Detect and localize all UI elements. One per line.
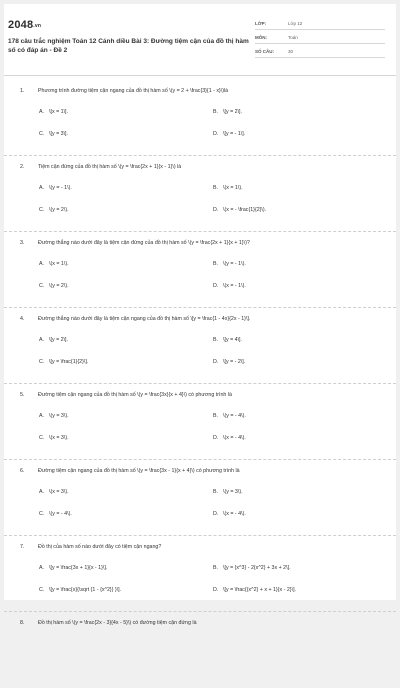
question-text: Đường tiệm cận ngang của đồ thị hàm số \(y = \frac{3x}{x + 4}\) có phương trình là xyxy=(38,392,232,398)
option-d[interactable] xyxy=(213,283,246,289)
option-label: A. xyxy=(39,109,45,115)
question-text: Đường thẳng nào dưới đây là tiệm cận ngang của đồ thị hàm số \[y = \frac{1 - 4x}{2x - 1}\]. xyxy=(38,316,251,322)
option-b[interactable] xyxy=(213,337,242,343)
option-label: D. xyxy=(213,283,219,289)
header-divider xyxy=(4,75,396,76)
option-label: C. xyxy=(39,207,45,213)
option-text: \[y = - 1\]. xyxy=(223,131,246,137)
option-d[interactable] xyxy=(213,359,245,365)
document-meta xyxy=(255,18,385,60)
question-text: Đồ thị hàm số \(y = \frac{2x - 3}{4x - 5}\) có đường tiệm cận đứng là xyxy=(38,620,197,626)
question-list xyxy=(4,80,396,688)
option-label: C. xyxy=(39,283,45,289)
option-label: D. xyxy=(213,359,219,365)
option-a[interactable] xyxy=(39,109,68,115)
question-number: 2. xyxy=(20,164,25,170)
question-item xyxy=(4,536,396,612)
option-a[interactable] xyxy=(39,565,107,571)
option-label: D. xyxy=(213,511,219,517)
question-item xyxy=(4,460,396,536)
option-d[interactable] xyxy=(213,511,246,517)
option-text: \[y = \frac{{x^2} + x + 1}{x - 2}\]. xyxy=(223,587,297,593)
option-text: \[y = 4\]. xyxy=(223,337,242,343)
option-text: \(y = - 4\). xyxy=(49,511,72,517)
document-page xyxy=(4,4,396,626)
option-text: \(x = - 4\). xyxy=(223,511,246,517)
option-a[interactable] xyxy=(39,261,69,267)
option-text: \(y = - 4\). xyxy=(223,413,246,419)
option-text: \(y = 3\). xyxy=(223,489,243,495)
option-text: \(y = 2\). xyxy=(49,283,69,289)
option-text: \[y = \frac{3x + 1}{x - 1}\]. xyxy=(49,565,108,571)
meta-key: SỐ CÂU: xyxy=(255,49,274,54)
option-a[interactable] xyxy=(39,489,69,495)
logo-suffix: .vn xyxy=(33,23,42,29)
question-text: Đường thẳng nào dưới đây là tiệm cận đứng của đồ thị hàm số \(y = \frac{2x + 1}{x + 1}\)? xyxy=(38,240,250,246)
option-text: \(x = - 4\). xyxy=(223,435,246,441)
option-label: D. xyxy=(213,435,219,441)
option-c[interactable] xyxy=(39,435,69,441)
option-label: B. xyxy=(213,565,219,571)
question-text: Tiệm cận đứng của đồ thị hàm số \(y = \frac{2x + 1}{x - 1}\) là xyxy=(38,164,182,170)
option-c[interactable] xyxy=(39,359,88,365)
question-item xyxy=(4,308,396,384)
document-header xyxy=(4,4,396,64)
option-text: \[y = 2\]. xyxy=(49,337,68,343)
question-item xyxy=(4,232,396,308)
option-label: D. xyxy=(213,131,219,137)
question-number: 3. xyxy=(20,240,25,246)
option-d[interactable] xyxy=(213,587,296,593)
option-text: \(x = 3\). xyxy=(49,435,69,441)
option-text: \(x = 1\). xyxy=(49,261,69,267)
option-d[interactable] xyxy=(213,435,246,441)
option-b[interactable] xyxy=(213,261,246,267)
question-text: Đường tiệm cận ngang của đồ thị hàm số \(y = \frac{3x - 1}{x + 4}\) có phương trình là xyxy=(38,468,240,474)
option-label: B. xyxy=(213,109,219,115)
option-text: \[y = \frac{1}{2}\]. xyxy=(49,359,89,365)
option-label: C. xyxy=(39,359,45,365)
meta-value: 30 xyxy=(288,49,294,54)
question-number: 4. xyxy=(20,316,25,322)
question-number: 7. xyxy=(20,544,25,550)
question-number: 1. xyxy=(20,88,25,94)
option-text: \(y = 3\). xyxy=(49,413,69,419)
option-text: \(y = - 1\). xyxy=(223,261,246,267)
option-label: D. xyxy=(213,207,219,213)
option-label: A. xyxy=(39,337,45,343)
option-label: A. xyxy=(39,565,45,571)
option-label: A. xyxy=(39,185,45,191)
question-number: 5. xyxy=(20,392,25,398)
option-a[interactable] xyxy=(39,185,72,191)
question-item xyxy=(4,612,396,688)
option-text: \[x = 1\]. xyxy=(49,109,68,115)
question-text: Đồ thị của hàm số nào dưới đây có tiệm cận ngang? xyxy=(38,544,162,550)
question-text: Phương trình đường tiệm cận ngang của đồ thị hàm số \(y = 2 + \frac{3}{1 - x}\)là xyxy=(38,88,229,94)
option-c[interactable] xyxy=(39,131,68,137)
option-b[interactable] xyxy=(213,489,243,495)
option-label: C. xyxy=(39,435,45,441)
option-text: \[y = {x^3} - 2{x^2} + 3x + 2\]. xyxy=(223,565,291,571)
option-a[interactable] xyxy=(39,337,68,343)
option-text: \[y = \frac{x}{\sqrt {1 - {x^2}} }\]. xyxy=(49,587,122,593)
option-label: B. xyxy=(213,489,219,495)
meta-key: LỚP: xyxy=(255,21,267,26)
option-b[interactable] xyxy=(213,185,243,191)
option-text: \(y = 2\). xyxy=(49,207,69,213)
option-label: A. xyxy=(39,413,45,419)
option-c[interactable] xyxy=(39,511,72,517)
option-text: \(x = - 1\). xyxy=(223,283,246,289)
meta-row-class xyxy=(255,18,385,30)
meta-row-subject xyxy=(255,32,385,44)
option-label: C. xyxy=(39,511,45,517)
option-d[interactable] xyxy=(213,207,266,213)
question-number: 8. xyxy=(20,620,25,626)
question-item xyxy=(4,156,396,232)
meta-value: Toán xyxy=(288,35,298,40)
question-item xyxy=(4,80,396,156)
option-b[interactable] xyxy=(213,565,291,571)
option-label: A. xyxy=(39,261,45,267)
option-label: B. xyxy=(213,261,219,267)
option-text: \[y = 3\]. xyxy=(49,131,68,137)
question-item xyxy=(4,384,396,460)
option-label: B. xyxy=(213,413,219,419)
option-label: C. xyxy=(39,131,45,137)
option-b[interactable] xyxy=(213,109,242,115)
option-d[interactable] xyxy=(213,131,245,137)
option-text: \(x = 1\). xyxy=(223,185,243,191)
option-text: \[y = 2\]. xyxy=(223,109,242,115)
option-b[interactable] xyxy=(213,413,246,419)
option-label: C. xyxy=(39,587,45,593)
option-c[interactable] xyxy=(39,207,69,213)
option-text: \(x = 3\). xyxy=(49,489,69,495)
meta-key: MÔN: xyxy=(255,35,267,40)
question-number: 6. xyxy=(20,468,25,474)
site-logo[interactable] xyxy=(8,19,41,31)
option-label: D. xyxy=(213,587,219,593)
option-a[interactable] xyxy=(39,413,69,419)
meta-row-count xyxy=(255,46,385,58)
logo-main: 2048 xyxy=(8,19,34,31)
option-label: B. xyxy=(213,185,219,191)
option-label: A. xyxy=(39,489,45,495)
option-text: \(y = - 1\). xyxy=(49,185,72,191)
option-c[interactable] xyxy=(39,283,69,289)
meta-value: Lớp 12 xyxy=(288,21,303,26)
option-label: B. xyxy=(213,337,219,343)
page-title: 178 câu trắc nghiệm Toán 12 Cánh diều Bài 3: Đường tiệm cận của đồ thị hàm số có đáp án - Đề 2 xyxy=(8,38,249,54)
option-c[interactable] xyxy=(39,587,121,593)
option-text: \(x = - \frac{1}{2}\). xyxy=(223,207,267,213)
option-text: \[y = - 2\]. xyxy=(223,359,246,365)
